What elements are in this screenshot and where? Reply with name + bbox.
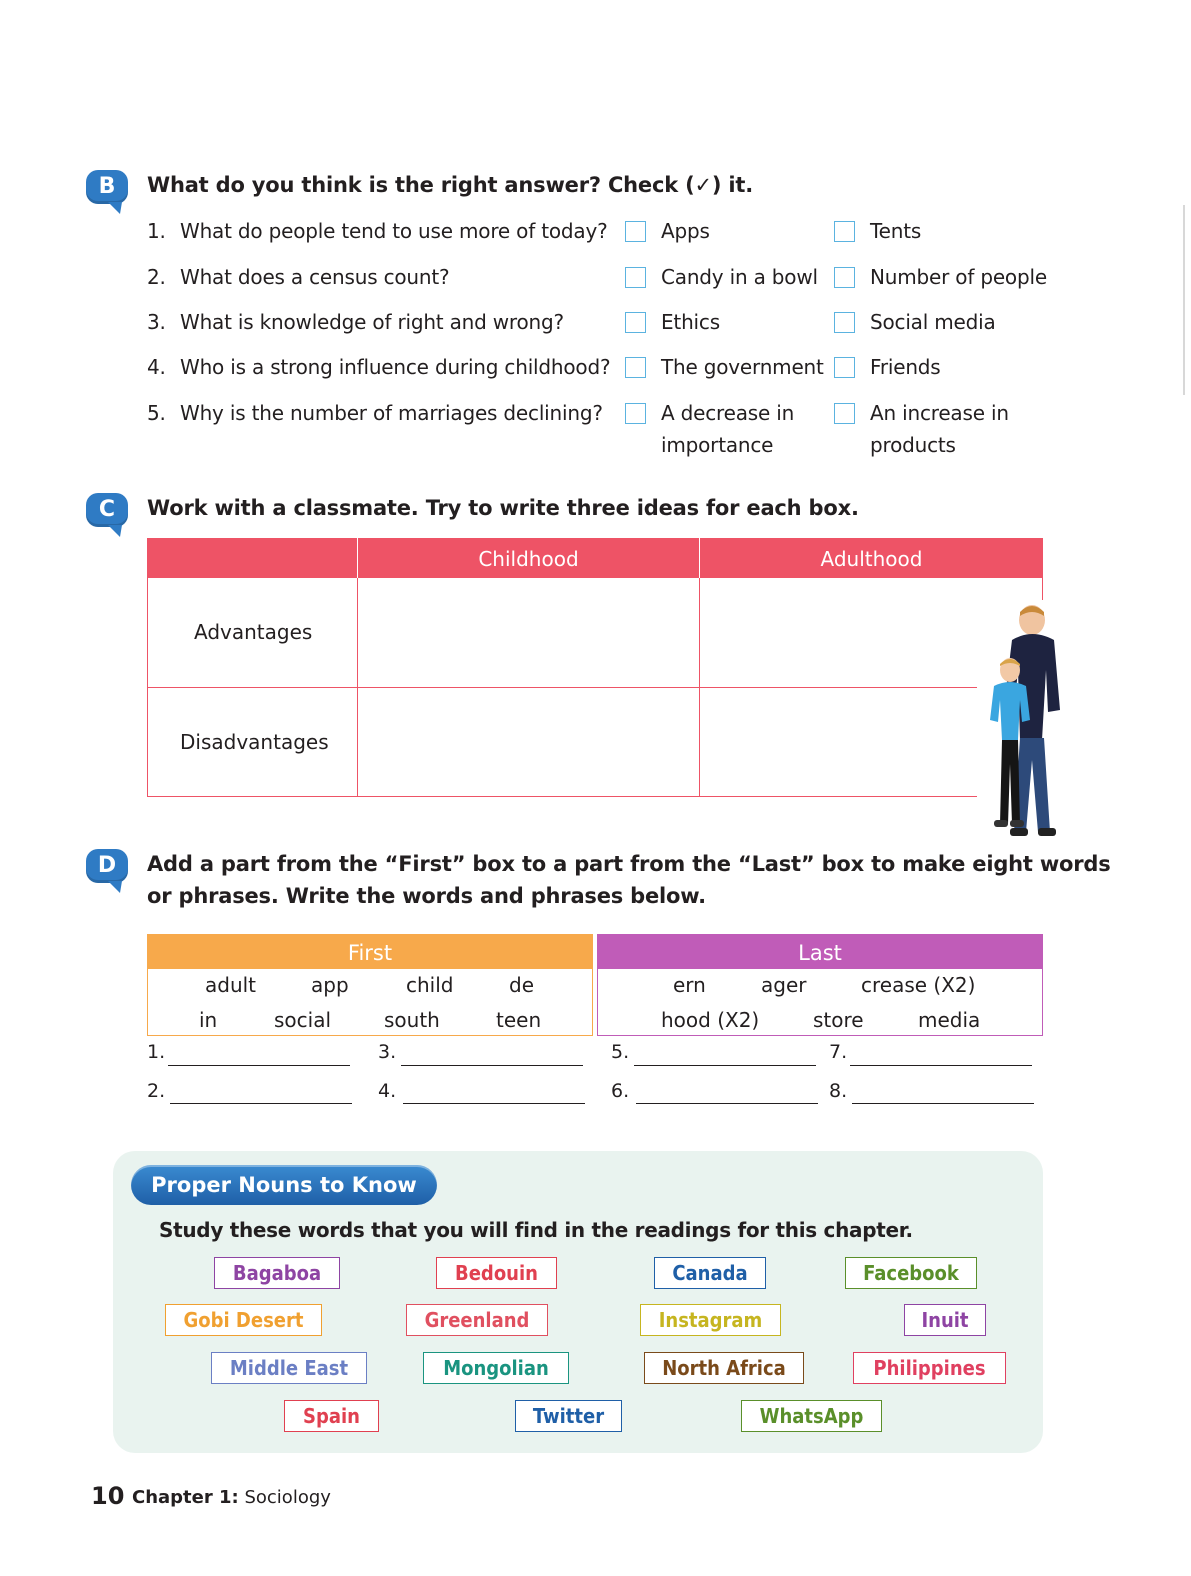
- option-q3-b: Social media: [870, 310, 996, 334]
- answer-blank-3[interactable]: [401, 1065, 583, 1066]
- word-part: ern: [673, 973, 706, 997]
- checkbox-q4-b[interactable]: [834, 357, 855, 378]
- checkbox-q2-a[interactable]: [625, 267, 646, 288]
- word-part: de: [509, 973, 534, 997]
- section-b-heading: What do you think is the right answer? Check (✓) it.: [147, 173, 753, 197]
- last-box-title: Last: [598, 935, 1042, 969]
- option-q5-a: A decrease in importance: [661, 401, 795, 457]
- option-q4-a: The government: [661, 355, 824, 379]
- blank-number: 7.: [829, 1041, 848, 1063]
- answer-blank-1[interactable]: [168, 1065, 350, 1066]
- blank-number: 1.: [147, 1041, 166, 1063]
- checkbox-q2-b[interactable]: [834, 267, 855, 288]
- blank-number: 6.: [611, 1080, 630, 1102]
- answer-cell-childhood-advantages[interactable]: [359, 580, 697, 685]
- checkbox-q5-a[interactable]: [625, 403, 646, 424]
- question-number: 3.: [147, 310, 166, 334]
- word-part: crease (X2): [861, 973, 976, 997]
- blank-number: 5.: [611, 1041, 630, 1063]
- chapter-label: Chapter 1:: [132, 1487, 239, 1508]
- word-part: child: [406, 973, 454, 997]
- checkbox-q3-a[interactable]: [625, 312, 646, 333]
- option-q1-a: Apps: [661, 219, 710, 243]
- question-number: 2.: [147, 265, 166, 289]
- chapter-name: Sociology: [244, 1487, 331, 1508]
- section-c-badge: C: [86, 493, 128, 527]
- word-part: app: [311, 973, 349, 997]
- option-q3-a: Ethics: [661, 310, 720, 334]
- checkbox-q4-a[interactable]: [625, 357, 646, 378]
- question-number: 4.: [147, 355, 166, 379]
- noun-tag: Middle East: [211, 1352, 367, 1384]
- blank-number: 2.: [147, 1080, 166, 1102]
- noun-tag: Spain: [284, 1400, 379, 1432]
- word-part: store: [813, 1008, 864, 1032]
- checkbox-q1-b[interactable]: [834, 221, 855, 242]
- noun-tag: Canada: [654, 1257, 766, 1289]
- option-q2-b: Number of people: [870, 265, 1047, 289]
- last-box: [597, 934, 1043, 1036]
- blank-number: 8.: [829, 1080, 848, 1102]
- word-part: adult: [205, 973, 257, 997]
- answer-blank-6[interactable]: [636, 1103, 818, 1104]
- question-text: Who is a strong influence during childhood?: [180, 355, 611, 379]
- option-q4-b: Friends: [870, 355, 941, 379]
- chapter-title: [132, 1487, 331, 1508]
- answer-blank-7[interactable]: [850, 1065, 1032, 1066]
- word-part: social: [274, 1008, 332, 1032]
- word-part: ager: [761, 973, 807, 997]
- advantages-table: [147, 538, 1043, 797]
- word-part: teen: [496, 1008, 542, 1032]
- noun-tag: Inuit: [904, 1304, 986, 1336]
- noun-tag: Twitter: [515, 1400, 622, 1432]
- blank-number: 4.: [378, 1080, 397, 1102]
- table-row-divider: [147, 687, 977, 688]
- first-box-title: First: [148, 935, 592, 969]
- noun-tag: Mongolian: [423, 1352, 569, 1384]
- blank-number: 3.: [378, 1041, 397, 1063]
- checkbox-q3-b[interactable]: [834, 312, 855, 333]
- section-d-heading-line1: Add a part from the “First” box to a part from the “Last” box to make eight words: [147, 852, 1111, 876]
- noun-tag: Bagaboa: [214, 1257, 340, 1289]
- answer-blank-8[interactable]: [852, 1103, 1034, 1104]
- table-border-bottom: [147, 796, 977, 797]
- first-box: [147, 934, 593, 1036]
- word-part: media: [918, 1008, 981, 1032]
- noun-tag: Philippines: [853, 1352, 1006, 1384]
- row-label-disadvantages: Disadvantages: [180, 730, 329, 754]
- section-d-badge: D: [86, 849, 128, 883]
- noun-tag: Bedouin: [436, 1257, 557, 1289]
- father-son-photo: [980, 600, 1090, 850]
- page-number: 10: [91, 1482, 125, 1510]
- question-text: What do people tend to use more of today?: [180, 219, 608, 243]
- word-part: south: [384, 1008, 440, 1032]
- checkbox-q1-a[interactable]: [625, 221, 646, 242]
- page-edge-mark: [1183, 205, 1185, 395]
- section-b-badge: B: [86, 170, 128, 204]
- proper-nouns-instruction: Study these words that you will find in the readings for this chapter.: [159, 1218, 913, 1242]
- section-d-heading-line2: or phrases. Write the words and phrases below.: [147, 884, 706, 908]
- answer-blank-2[interactable]: [170, 1103, 352, 1104]
- question-number: 5.: [147, 401, 166, 425]
- question-text: What does a census count?: [180, 265, 450, 289]
- option-q1-b: Tents: [870, 219, 922, 243]
- table-header-adulthood: Adulthood: [700, 538, 1043, 578]
- table-header-childhood: Childhood: [358, 538, 699, 578]
- noun-tag: WhatsApp: [741, 1400, 882, 1432]
- noun-tag: North Africa: [644, 1352, 804, 1384]
- row-label-advantages: Advantages: [194, 620, 313, 644]
- noun-tag: Facebook: [845, 1257, 977, 1289]
- answer-cell-childhood-disadvantages[interactable]: [359, 689, 697, 794]
- checkbox-q5-b[interactable]: [834, 403, 855, 424]
- proper-nouns-title: Proper Nouns to Know: [131, 1165, 437, 1205]
- table-header-blank: [147, 538, 357, 578]
- option-q5-b: An increase in products: [870, 401, 1009, 457]
- word-part: in: [199, 1008, 218, 1032]
- answer-blank-5[interactable]: [634, 1065, 816, 1066]
- table-border-right: [1042, 578, 1043, 600]
- noun-tag: Instagram: [640, 1304, 781, 1336]
- word-part: hood (X2): [661, 1008, 760, 1032]
- noun-tag: Gobi Desert: [165, 1304, 322, 1336]
- question-number: 1.: [147, 219, 166, 243]
- question-text: Why is the number of marriages declining?: [180, 401, 603, 425]
- noun-tag: Greenland: [406, 1304, 548, 1336]
- option-q2-a: Candy in a bowl: [661, 265, 818, 289]
- question-text: What is knowledge of right and wrong?: [180, 310, 564, 334]
- answer-blank-4[interactable]: [403, 1103, 585, 1104]
- section-c-heading: Work with a classmate. Try to write three ideas for each box.: [147, 496, 859, 520]
